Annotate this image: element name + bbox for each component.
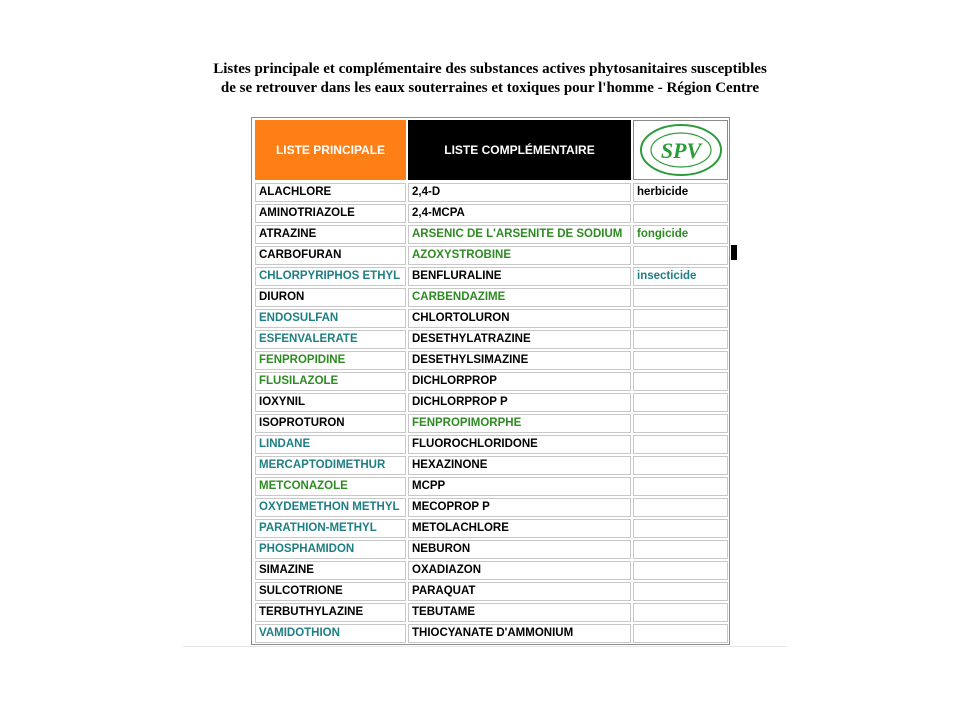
complementaire-cell: 2,4-D: [408, 183, 631, 202]
table-row: [252, 602, 729, 623]
type-cell: [633, 519, 728, 538]
table-row: [252, 539, 729, 560]
table-row: [252, 245, 729, 266]
black-marker: [731, 245, 737, 260]
table-row: [252, 329, 729, 350]
type-cell: [633, 351, 728, 370]
complementaire-cell: OXADIAZON: [408, 561, 631, 580]
type-cell: [633, 372, 728, 391]
spv-logo-icon: [633, 120, 728, 180]
type-cell: [633, 582, 728, 601]
table-row: [252, 518, 729, 539]
complementaire-cell: DICHLORPROP: [408, 372, 631, 391]
header-liste-principale: LISTE PRINCIPALE: [255, 120, 406, 180]
table-row: [252, 560, 729, 581]
principale-cell: SULCOTRIONE: [255, 582, 406, 601]
table-row: [252, 476, 729, 497]
complementaire-cell: PARAQUAT: [408, 582, 631, 601]
table-row: [252, 350, 729, 371]
principale-cell: LINDANE: [255, 435, 406, 454]
type-cell: [633, 456, 728, 475]
complementaire-cell: CARBENDAZIME: [408, 288, 631, 307]
principale-cell: AMINOTRIAZOLE: [255, 204, 406, 223]
principale-cell: MERCAPTODIMETHUR: [255, 456, 406, 475]
type-cell: [633, 330, 728, 349]
type-cell: fongicide: [633, 225, 728, 244]
complementaire-cell: AZOXYSTROBINE: [408, 246, 631, 265]
complementaire-cell: DICHLORPROP P: [408, 393, 631, 412]
complementaire-cell: FENPROPIMORPHE: [408, 414, 631, 433]
complementaire-cell: DESETHYLATRAZINE: [408, 330, 631, 349]
table-row: [252, 623, 729, 644]
complementaire-cell: BENFLURALINE: [408, 267, 631, 286]
complementaire-cell: ARSENIC DE L'ARSENITE DE SODIUM: [408, 225, 631, 244]
principale-cell: SIMAZINE: [255, 561, 406, 580]
principale-cell: OXYDEMETHON METHYL: [255, 498, 406, 517]
table-row: [252, 581, 729, 602]
principale-cell: TERBUTHYLAZINE: [255, 603, 406, 622]
title-line-1: Listes principale et complémentaire des substances actives phytosanitaires susceptibles: [213, 61, 767, 77]
complementaire-cell: CHLORTOLURON: [408, 309, 631, 328]
type-cell: [633, 624, 728, 643]
complementaire-cell: HEXAZINONE: [408, 456, 631, 475]
principale-cell: CHLORPYRIPHOS ETHYL: [255, 267, 406, 286]
complementaire-cell: MECOPROP P: [408, 498, 631, 517]
complementaire-cell: THIOCYANATE D'AMMONIUM: [408, 624, 631, 643]
table-row: [252, 224, 729, 245]
type-cell: [633, 204, 728, 223]
type-cell: insecticide: [633, 267, 728, 286]
table-row: [252, 455, 729, 476]
principale-cell: IOXYNIL: [255, 393, 406, 412]
type-cell: herbicide: [633, 183, 728, 202]
complementaire-cell: 2,4-MCPA: [408, 204, 631, 223]
table-row: [252, 203, 729, 224]
principale-cell: METCONAZOLE: [255, 477, 406, 496]
principale-cell: PARATHION-METHYL: [255, 519, 406, 538]
table-header-row: [252, 118, 729, 182]
type-cell: [633, 498, 728, 517]
principale-cell: ALACHLORE: [255, 183, 406, 202]
principale-cell: CARBOFURAN: [255, 246, 406, 265]
table-row: [252, 434, 729, 455]
type-cell: [633, 414, 728, 433]
complementaire-cell: DESETHYLSIMAZINE: [408, 351, 631, 370]
page-title: [185, 60, 795, 98]
type-cell: [633, 246, 728, 265]
substances-table: [251, 117, 730, 645]
table-row: [252, 371, 729, 392]
type-cell: [633, 435, 728, 454]
type-cell: [633, 477, 728, 496]
type-cell: [633, 603, 728, 622]
type-cell: [633, 393, 728, 412]
title-line-2: de se retrouver dans les eaux souterraines et toxiques pour l'homme - Région Centre: [220, 80, 760, 96]
type-cell: [633, 288, 728, 307]
table-row: [252, 266, 729, 287]
table-row: [252, 308, 729, 329]
complementaire-cell: TEBUTAME: [408, 603, 631, 622]
principale-cell: FENPROPIDINE: [255, 351, 406, 370]
table-row: [252, 413, 729, 434]
type-cell: [633, 561, 728, 580]
principale-cell: ATRAZINE: [255, 225, 406, 244]
type-cell: [633, 309, 728, 328]
principale-cell: ESFENVALERATE: [255, 330, 406, 349]
complementaire-cell: MCPP: [408, 477, 631, 496]
principale-cell: PHOSPHAMIDON: [255, 540, 406, 559]
type-cell: [633, 540, 728, 559]
principale-cell: DIURON: [255, 288, 406, 307]
table-body: [252, 182, 729, 644]
complementaire-cell: NEBURON: [408, 540, 631, 559]
table-row: [252, 497, 729, 518]
spv-logo-text: SPV: [660, 138, 701, 163]
header-liste-complementaire: LISTE COMPLÉMENTAIRE: [408, 120, 631, 180]
table-row: [252, 182, 729, 203]
principale-cell: ENDOSULFAN: [255, 309, 406, 328]
complementaire-cell: METOLACHLORE: [408, 519, 631, 538]
complementaire-cell: FLUOROCHLORIDONE: [408, 435, 631, 454]
principale-cell: FLUSILAZOLE: [255, 372, 406, 391]
table-row: [252, 287, 729, 308]
principale-cell: VAMIDOTHION: [255, 624, 406, 643]
principale-cell: ISOPROTURON: [255, 414, 406, 433]
table-row: [252, 392, 729, 413]
